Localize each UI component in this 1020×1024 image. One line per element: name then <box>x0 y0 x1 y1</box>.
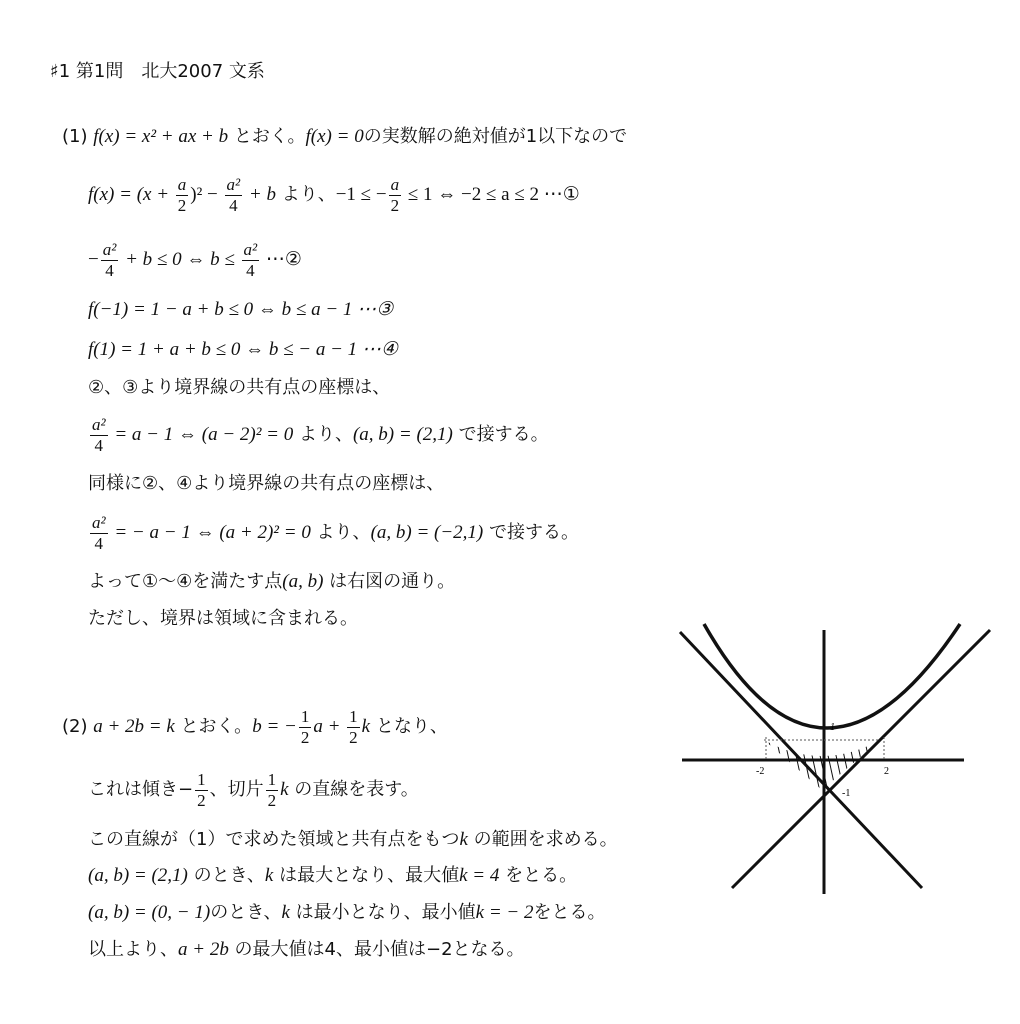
line8-text2: で接する。 <box>483 522 579 543</box>
p2l1-text: とおく。 <box>174 716 253 737</box>
p2l5-text: のとき、 <box>210 902 282 923</box>
p2l1-frac2: $\frac{1}{2}$ <box>349 706 358 747</box>
label-two: 2 <box>884 766 889 777</box>
part1-line2 <box>88 235 302 285</box>
part1-label: (1) <box>62 126 88 147</box>
part1-line7: 同様に②、④より境界線の共有点の座標は、 <box>88 473 445 494</box>
line9-text2: は右図の通り。 <box>323 571 456 592</box>
intro-math: f(x) = x² + ax + b <box>93 126 229 147</box>
part1-line5: ②、③より境界線の共有点の座標は、 <box>88 377 391 398</box>
part2-line3 <box>88 828 618 852</box>
part1-line1 <box>88 170 580 220</box>
p2l4-text: のとき、 <box>187 865 265 886</box>
p2l2-text: これは傾き− <box>88 779 194 800</box>
part2-line2 <box>88 765 419 815</box>
p2l2-math: k <box>280 779 289 800</box>
part1-line3: f(−1) = 1 − a + b ≤ 0 ⇔ b ≤ a − 1 ⋯③ <box>88 299 394 320</box>
line6-math2: (a, b) = (2,1) <box>352 424 453 445</box>
p2l3-math: k <box>459 829 468 850</box>
p2l2-frac2: $\frac{1}{2}$ <box>267 769 277 810</box>
intro-text: とおく。 <box>228 126 306 147</box>
p2l3-text: この直線が（1）で求めた領域と共有点をもつ <box>88 829 460 850</box>
part2-line4 <box>88 864 577 888</box>
p2l5-math: (a, b) = (0, − 1) <box>88 902 211 923</box>
p2l5-text3: をとる。 <box>533 902 606 923</box>
line8-math: = − a − 1 ⇔ (a + 2)² = 0 <box>109 522 311 543</box>
p2l1-mid: a + <box>313 716 346 737</box>
line6-frac: $\frac{\text{a²}}{4}$ <box>92 414 106 455</box>
line9-text: よって①〜④を満たす点 <box>88 571 283 592</box>
p2l2-text2: 、切片 <box>209 779 264 800</box>
line2-mid: + b ≤ 0 ⇔ b ≤ <box>120 249 240 270</box>
line2-pre: − <box>88 249 99 270</box>
p2l2-text3: の直線を表す。 <box>288 779 419 800</box>
p2l6-text2: の最大値は4、最小値は−2となる。 <box>228 939 525 960</box>
part2-line5 <box>88 901 605 925</box>
p2l5-math2: k <box>281 902 290 923</box>
intro-math2: f(x) = 0 <box>305 126 364 147</box>
part1-intro <box>62 125 627 149</box>
p2l6-text: 以上より、 <box>88 939 178 960</box>
p2l1-frac1: $\frac{1}{2}$ <box>300 706 310 747</box>
p2l1-math: a + 2b = k <box>93 716 175 737</box>
label-neg-two: -2 <box>756 766 765 777</box>
p2l5-text2: は最小となり、最小値 <box>289 902 476 923</box>
line1-cond-post: ≤ 1 ⇔ −2 ≤ a ≤ 2 ⋯① <box>403 184 580 205</box>
part2-line1 <box>62 702 448 752</box>
parabola-curve <box>704 624 960 728</box>
part2-line6 <box>88 938 525 962</box>
line8-text: より、 <box>310 522 371 543</box>
part1-line9 <box>88 570 455 594</box>
line6-text2: で接する。 <box>452 424 549 445</box>
line2-frac1: $\frac{\text{a²}}{4}$ <box>102 239 117 280</box>
line1-frac3: $\frac{a}{2}$ <box>390 174 400 215</box>
part1-line8 <box>88 508 579 558</box>
p2l6-math: a + 2b <box>178 939 229 960</box>
p2l1-pre: b = − <box>252 716 297 737</box>
line1-frac2: $\frac{\text{a²}}{4}$ <box>226 174 241 215</box>
p2l4-math2: k <box>264 865 274 886</box>
line6-text: より、 <box>293 424 353 445</box>
line1-mid: )² − <box>190 184 223 205</box>
line1-post: + b <box>244 184 276 205</box>
line6-math: = a − 1 ⇔ (a − 2)² = 0 <box>109 424 294 445</box>
line1-pre: f(x) = (x + <box>88 184 174 205</box>
line9-math: (a, b) <box>282 571 324 592</box>
line2-frac2: $\frac{\text{a²}}{4}$ <box>243 239 258 280</box>
part1-line4: f(1) = 1 + a + b ≤ 0 ⇔ b ≤ − a − 1 ⋯④ <box>88 339 398 360</box>
p2l3-text2: の範囲を求める。 <box>467 829 618 850</box>
p2l4-math3: k = 4 <box>459 865 500 886</box>
label-neg-one: -1 <box>842 788 851 799</box>
p2l4-text3: をとる。 <box>499 865 578 886</box>
label-one: 1 <box>830 722 835 733</box>
part1-line6 <box>88 410 549 460</box>
line1-cond-pre: −1 ≤ − <box>335 184 387 205</box>
line8-math2: (a, b) = (−2,1) <box>370 522 484 543</box>
line1-text: より、 <box>275 184 336 205</box>
line8-frac: $\frac{\text{a²}}{4}$ <box>92 512 106 553</box>
p2l4-math: (a, b) = (2,1) <box>88 865 188 886</box>
part1-line10: ただし、境界は領域に含まれる。 <box>88 608 358 629</box>
line2-post: ⋯② <box>261 249 302 270</box>
page-title: ♯1 第1問 北大2007 文系 <box>50 61 265 82</box>
p2l5-math3: k = − 2 <box>475 902 534 923</box>
part2-label: (2) <box>62 716 88 737</box>
p2l1-post: k <box>361 716 371 737</box>
p2l2-frac1: $\frac{1}{2}$ <box>197 769 206 810</box>
line1-frac1: $\frac{a}{2}$ <box>177 174 187 215</box>
intro-text2: の実数解の絶対値が1以下なので <box>363 126 628 147</box>
region-graph <box>672 622 1002 897</box>
p2l1-text2: となり、 <box>370 716 448 737</box>
p2l4-text2: は最大となり、最大値 <box>273 865 460 886</box>
